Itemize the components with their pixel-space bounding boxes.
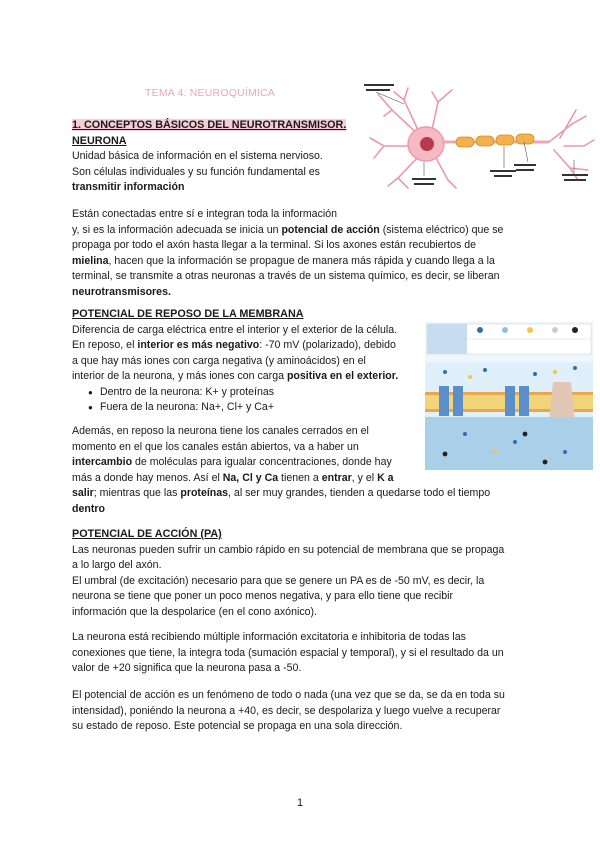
para-text: , y el: [351, 471, 378, 484]
para-text: Son células individuales y su función fundamental es: [72, 165, 320, 178]
para-text: momento en el que los canales están abiertos, va a haber un: [72, 440, 359, 453]
bold-text: proteínas: [180, 487, 229, 499]
bold-text: transmitir información: [72, 181, 185, 193]
list-item: ● Fuera de la neurona: Na+, Cl+ y Ca+: [88, 400, 422, 416]
bold-text: neurotransmisores.: [72, 285, 171, 298]
section2-para2: [72, 424, 592, 517]
para-text: En reposo, el: [72, 339, 138, 351]
para-text: , hacen que la información se propague de manera más rápida y cuando llega a la: [108, 254, 495, 267]
para-text: y, si es la información adecuada se inicia un: [72, 223, 282, 236]
section3-para3: [72, 688, 597, 735]
para-text: propaga por todo el axón hasta llegar a la terminal. Si los axones están recubiertos de: [72, 239, 476, 251]
para-text: El potencial de acción es un fenómeno de todo o nada (una vez que se da, se da en toda su: [72, 689, 505, 701]
section3-para2: [72, 630, 597, 677]
ion-list: [72, 385, 422, 416]
bold-text: potencial de acción: [281, 223, 380, 236]
section1-para2: [72, 207, 592, 300]
bold-text: K a: [377, 471, 394, 484]
para-text: valor de +20 significa que la neurona pasa a -50.: [72, 662, 302, 674]
page-number: 1: [296, 797, 304, 809]
para-text: conexiones que tiene, la integra toda (sumación espacial y temporal), y si el resultado da un: [72, 646, 504, 659]
section1-heading: 1. CONCEPTOS BÁSICOS DEL NEUROTRANSMISOR.: [72, 119, 347, 131]
para-text: terminal, se transmite a otras neuronas a través de un sistema químico, es decir, se liberan: [72, 270, 500, 282]
section2: [72, 307, 422, 416]
para-text: interior de la neurona, y más iones con carga: [72, 370, 287, 382]
section1-subheading: NEURONA: [72, 134, 127, 147]
para-text: ; mientras que las: [93, 487, 181, 499]
bold-text: salir: [72, 487, 94, 499]
para-text: (sistema eléctrico) que se: [379, 223, 504, 236]
section3-heading: POTENCIAL DE ACCIÓN (PA): [72, 528, 222, 540]
bold-text: interior es más negativo: [137, 339, 260, 351]
para-text: a lo largo del axón.: [72, 559, 162, 571]
para-text: tienen a: [278, 471, 322, 484]
section1: [72, 118, 372, 196]
bold-text: positiva en el exterior.: [286, 370, 399, 382]
bold-text: dentro: [72, 502, 105, 515]
para-text: más a donde hay menos. Así el: [72, 471, 223, 484]
para-text: : -70 mV (polarizado), debido: [259, 339, 396, 351]
bold-text: entrar: [321, 471, 352, 484]
para-text: Además, en reposo la neurona tiene los canales cerrados en el: [72, 425, 369, 437]
para-text: Diferencia de carga eléctrica entre el interior y el exterior de la célula.: [72, 323, 398, 336]
bold-text: Na, Cl y Ca: [222, 471, 279, 484]
neuron-illustration: [364, 80, 596, 192]
list-item: ● Dentro de la neurona: K+ y proteínas: [88, 385, 422, 401]
para-text: intensidad), poniéndo la neurona a +40, es decir, se despolariza y luego vuelve a recuperar: [72, 704, 501, 717]
para-text: , al ser muy grandes, tienden a quedarse todo el tiempo: [228, 487, 491, 499]
section3: [72, 527, 597, 620]
section2-heading: POTENCIAL DE REPOSO DE LA MEMBRANA: [72, 308, 304, 320]
para-text: Las neuronas pueden sufrir un cambio rápido en su potencial de membrana que se propaga: [72, 543, 505, 556]
para-text: de moléculas para igualar concentraciones, donde hay: [132, 456, 392, 468]
para-text: La neurona está recibiendo múltiple información excitatoria e inhibitoria de todas las: [72, 631, 466, 643]
topic-header: TEMA 4: NEUROQUÍMICA: [145, 87, 276, 99]
para-text: Están conectadas entre sí e integran toda la información: [72, 208, 338, 220]
para-text: Unidad básica de información en el sistema nervioso.: [72, 150, 323, 162]
para-text: El umbral (de excitación) necesario para que se genere un PA es de -50 mV, es decir, la: [72, 574, 485, 587]
para-text: a que hay más iones con carga negativa (y aminoácidos) en el: [72, 354, 366, 367]
para-text: su estado de reposo. Este potencial se propaga en una sola dirección.: [72, 720, 403, 732]
para-text: información que la despolarice (en el cono axónico).: [72, 605, 317, 618]
bold-text: intercambio: [72, 456, 133, 468]
para-text: neurona se tiene que poner un poco menos negativa, y para ello tiene que recibir: [72, 590, 454, 602]
bold-text: mielina: [72, 254, 109, 267]
